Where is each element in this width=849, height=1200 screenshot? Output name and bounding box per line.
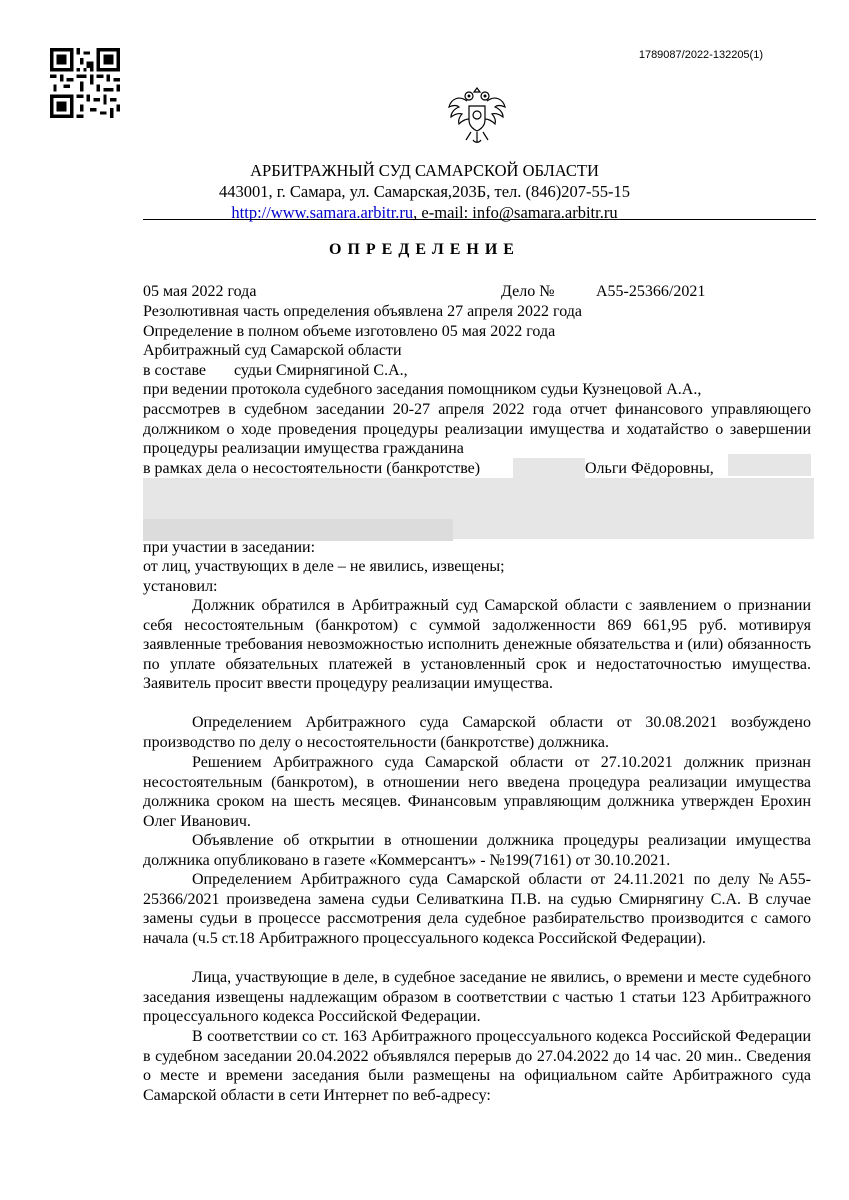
document-id: 1789087/2022-132205(1) — [638, 49, 763, 61]
participation-line: от лиц, участвующих в деле – не явились, извещены; — [143, 558, 505, 575]
header-divider — [143, 219, 816, 220]
body-paragraph: Определением Арбитражного суда Самарской области от 30.08.2021 возбуждено производство по делу о несостоятельности (банкротстве) должника. — [143, 714, 811, 751]
court-name: АРБИТРАЖНЫЙ СУД САМАРСКОЙ ОБЛАСТИ — [250, 161, 599, 180]
intro-line: Арбитражный суд Самарской области — [143, 342, 402, 359]
bankruptcy-line — [143, 459, 811, 479]
date-case-line — [143, 282, 811, 302]
debtor-name: Ольги Фёдоровны, — [585, 460, 714, 477]
qr-code-icon — [50, 48, 120, 118]
document-title: ОПРЕДЕЛЕНИЕ — [329, 241, 520, 258]
intro-line: Определение в полном объеме изготовлено 05 мая 2022 года — [143, 323, 556, 340]
redacted-block — [513, 458, 585, 478]
body-paragraph: Определением Арбитражного суда Самарской области от 24.11.2021 по делу №А55- 25366/2021 произведена замена судьи Селиваткина П.В. на судью Смирнягину С.А. В случае замены судьи в процессе рассмотрения дела судебное разбирательство производится с самого начала (ч.5 ст.18 Арбитражного процессуального кодекса Российской Федерации). — [143, 871, 811, 947]
intro-line: при ведении протокола судебного заседания помощником судьи Кузнецовой А.А., — [143, 381, 702, 398]
intro-line: Резолютивная часть определения объявлена 27 апреля 2022 года — [143, 303, 582, 320]
body-paragraph: В соответствии со ст. 163 Арбитражного процессуального кодекса Российской Федерации в судебном заседании 20.04.2022 объявлялся перерыв до 27.04.2022 до 14 час. 20 мин.. Сведения о месте и времени заседания были размещены на официальном сайте Арбитражного суда Самарской области в сети Интернет по веб-адресу: — [143, 1028, 811, 1104]
case-label: Дело № — [501, 283, 555, 300]
established-label: установил: — [143, 578, 218, 595]
court-address: 443001, г. Самара, ул. Самарская,203Б, тел. (846)207-55-15 — [218, 182, 631, 201]
body-paragraph: Должник обратился в Арбитражный суд Самарской области с заявлением о признании себя несостоятельным (банкротом) с суммой задолженности 869 661,95 руб. мотивируя заявленные требования невозможностью исполнить денежные обязательства и (или) обязанность по уплате обязательных платежей в установленный срок и недостаточностью имущества. Заявитель просит ввести процедуру реализации имущества. — [143, 597, 811, 693]
body-paragraph: Лица, участвующие в деле, в судебное заседание не явились, о времени и месте судебного заседания извещены надлежащим образом в соответствии с частью 1 статьи 123 Арбитражного процессуального кодекса Российской Федерации. — [143, 969, 811, 1026]
body-paragraph: Решением Арбитражного суда Самарской области от 27.10.2021 должник признан несостоятельным (банкротом), в отношении него введена процедура реализации имущества должника сроком на шесть месяцев. Финансовым управляющим должника утвержден Ерохин Олег Иванович. — [143, 754, 811, 830]
bankruptcy-text: в рамках дела о несостоятельности (банкротстве) — [143, 460, 481, 477]
redacted-block — [143, 478, 814, 520]
redacted-block — [728, 454, 811, 476]
intro-line: в составе судьи Смирнягиной С.А., — [143, 362, 408, 379]
case-number: А55-25366/2021 — [596, 283, 706, 300]
considered-paragraph: рассмотрев в судебном заседании 20-27 апреля 2022 года отчет финансового управляющего должником о ходе проведения процедуры реализации имущества и ходатайство о завершении процедуры реализации имущества гражданина — [143, 401, 811, 458]
body-paragraph: Объявление об открытии в отношении должника процедуры реализации имущества должника опубликовано в газете «Коммерсантъ» - №199(7161) от 30.10.2021. — [143, 832, 811, 869]
court-website-link[interactable]: http://www.samara.arbitr.ru — [231, 203, 414, 222]
court-email: , e-mail: info@samara.arbitr.ru — [413, 203, 618, 222]
participation-line: при участии в заседании: — [143, 539, 316, 556]
coat-of-arms-icon — [447, 82, 507, 148]
decision-date: 05 мая 2022 года — [143, 283, 257, 300]
